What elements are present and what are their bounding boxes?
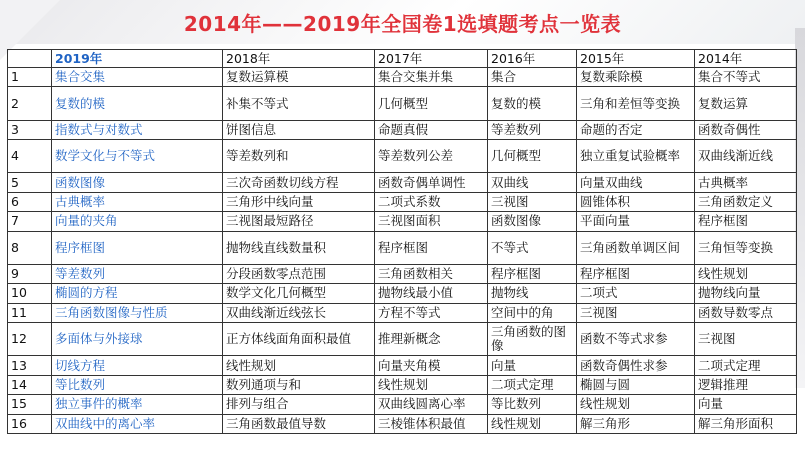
cell-2018: 补集不等式 [223, 87, 375, 120]
cell-index: 6 [8, 192, 52, 211]
table-row [8, 68, 797, 87]
header-cell-2015: 2015年 [577, 50, 695, 68]
cell-2015: 解三角形 [577, 414, 695, 433]
table-row [8, 375, 797, 394]
cell-2018: 数学文化几何概型 [223, 284, 375, 303]
cell-2014: 复数运算 [695, 87, 797, 120]
cell-2016: 不等式 [488, 231, 577, 264]
cell-2015: 椭圆与圆 [577, 375, 695, 394]
cell-2015: 复数乘除模 [577, 68, 695, 87]
table-row [8, 414, 797, 433]
table-row [8, 395, 797, 414]
cell-2016: 抛物线 [488, 284, 577, 303]
cell-2014: 三视图 [695, 323, 797, 356]
cell-2017: 程序框图 [375, 231, 488, 264]
cell-2019: 复数的模 [52, 87, 223, 120]
cell-2018: 饼图信息 [223, 120, 375, 139]
cell-index: 5 [8, 173, 52, 192]
cell-2014: 三角函数定义 [695, 192, 797, 211]
cell-2016: 几何概型 [488, 140, 577, 173]
cell-2019: 独立事件的概率 [52, 395, 223, 414]
cell-2018: 三视图最短路径 [223, 212, 375, 231]
table-row [8, 284, 797, 303]
cell-2018: 三角函数最值导数 [223, 414, 375, 433]
cell-2018: 抛物线直线数量积 [223, 231, 375, 264]
cell-2017: 双曲线圆离心率 [375, 395, 488, 414]
cell-2017: 二项式系数 [375, 192, 488, 211]
cell-index: 16 [8, 414, 52, 433]
table-row [8, 231, 797, 264]
cell-2018: 排列与组合 [223, 395, 375, 414]
table-row [8, 87, 797, 120]
cell-2014: 函数奇偶性 [695, 120, 797, 139]
table-container [7, 49, 796, 434]
cell-2018: 线性规划 [223, 356, 375, 375]
cell-2019: 等差数列 [52, 264, 223, 283]
table-row [8, 303, 797, 322]
cell-2017: 集合交集并集 [375, 68, 488, 87]
cell-2014: 逻辑推理 [695, 375, 797, 394]
cell-2018: 分段函数零点范围 [223, 264, 375, 283]
cell-2015: 二项式 [577, 284, 695, 303]
cell-index: 3 [8, 120, 52, 139]
cell-2018: 双曲线渐近线弦长 [223, 303, 375, 322]
cell-2018: 三角形中线向量 [223, 192, 375, 211]
cell-2017: 等差数列公差 [375, 140, 488, 173]
table-row [8, 173, 797, 192]
cell-2019: 函数图像 [52, 173, 223, 192]
cell-2018: 复数运算模 [223, 68, 375, 87]
cell-2019: 椭圆的方程 [52, 284, 223, 303]
cell-2016: 向量 [488, 356, 577, 375]
cell-2019: 向量的夹角 [52, 212, 223, 231]
cell-2014: 程序框图 [695, 212, 797, 231]
cell-2015: 程序框图 [577, 264, 695, 283]
header-cell-2018: 2018年 [223, 50, 375, 68]
cell-index: 8 [8, 231, 52, 264]
cell-2015: 圆锥体积 [577, 192, 695, 211]
cell-2018: 等差数列和 [223, 140, 375, 173]
cell-2015: 命题的否定 [577, 120, 695, 139]
cell-2015: 函数不等式求参 [577, 323, 695, 356]
cell-2017: 向量夹角模 [375, 356, 488, 375]
table-row [8, 192, 797, 211]
cell-2018: 三次奇函数切线方程 [223, 173, 375, 192]
cell-2014: 双曲线渐近线 [695, 140, 797, 173]
cell-2016: 集合 [488, 68, 577, 87]
cell-index: 1 [8, 68, 52, 87]
cell-2019: 双曲线中的离心率 [52, 414, 223, 433]
cell-2014: 三角恒等变换 [695, 231, 797, 264]
table-row [8, 140, 797, 173]
cell-2014: 集合不等式 [695, 68, 797, 87]
table-row [8, 120, 797, 139]
cell-index: 9 [8, 264, 52, 283]
cell-2014: 线性规划 [695, 264, 797, 283]
cell-2014: 函数导数零点 [695, 303, 797, 322]
header-cell-2019: 2019年 [52, 50, 223, 68]
cell-2015: 三角函数单调区间 [577, 231, 695, 264]
cell-2018: 正方体线面角面积最值 [223, 323, 375, 356]
cell-2019: 切线方程 [52, 356, 223, 375]
cell-2016: 线性规划 [488, 414, 577, 433]
cell-2017: 抛物线最小值 [375, 284, 488, 303]
cell-2015: 独立重复试验概率 [577, 140, 695, 173]
cell-2019: 古典概率 [52, 192, 223, 211]
cell-2019: 集合交集 [52, 68, 223, 87]
cell-2016: 程序框图 [488, 264, 577, 283]
cell-2017: 几何概型 [375, 87, 488, 120]
cell-2015: 线性规划 [577, 395, 695, 414]
cell-2014: 古典概率 [695, 173, 797, 192]
table-row [8, 264, 797, 283]
cell-2016: 三视图 [488, 192, 577, 211]
cell-2019: 三角函数图像与性质 [52, 303, 223, 322]
cell-2015: 三视图 [577, 303, 695, 322]
cell-2016: 复数的模 [488, 87, 577, 120]
cell-index: 7 [8, 212, 52, 231]
cell-2015: 三角和差恒等变换 [577, 87, 695, 120]
cell-index: 13 [8, 356, 52, 375]
cell-index: 4 [8, 140, 52, 173]
cell-2019: 多面体与外接球 [52, 323, 223, 356]
cell-2017: 函数奇偶单调性 [375, 173, 488, 192]
cell-2017: 推理新概念 [375, 323, 488, 356]
cell-2016: 双曲线 [488, 173, 577, 192]
header-cell-2014: 2014年 [695, 50, 797, 68]
cell-2019: 程序框图 [52, 231, 223, 264]
cell-index: 2 [8, 87, 52, 120]
cell-index: 15 [8, 395, 52, 414]
cell-2015: 函数奇偶性求参 [577, 356, 695, 375]
cell-2016: 二项式定理 [488, 375, 577, 394]
cell-2015: 向量双曲线 [577, 173, 695, 192]
table-header-row [8, 50, 797, 68]
cell-2016: 函数图像 [488, 212, 577, 231]
cell-2018: 数列通项与和 [223, 375, 375, 394]
cell-index: 14 [8, 375, 52, 394]
cell-2016: 三角函数的图像 [488, 323, 577, 356]
exam-topics-table [7, 49, 797, 434]
cell-2017: 线性规划 [375, 375, 488, 394]
cell-2019: 等比数列 [52, 375, 223, 394]
header-cell-2017: 2017年 [375, 50, 488, 68]
cell-2014: 解三角形面积 [695, 414, 797, 433]
cell-2014: 二项式定理 [695, 356, 797, 375]
cell-2016: 等比数列 [488, 395, 577, 414]
cell-2014: 抛物线向量 [695, 284, 797, 303]
page-title: 2014年——2019年全国卷1选填题考点一览表 [183, 12, 622, 36]
cell-2017: 方程不等式 [375, 303, 488, 322]
table-row [8, 323, 797, 356]
header-cell-2016: 2016年 [488, 50, 577, 68]
cell-2017: 三视图面积 [375, 212, 488, 231]
cell-index: 10 [8, 284, 52, 303]
cell-2016: 等差数列 [488, 120, 577, 139]
cell-2019: 数学文化与不等式 [52, 140, 223, 173]
cell-2014: 向量 [695, 395, 797, 414]
header-cell-index [8, 50, 52, 68]
cell-2017: 三角函数相关 [375, 264, 488, 283]
table-row [8, 212, 797, 231]
cell-index: 12 [8, 323, 52, 356]
cell-2016: 空间中的角 [488, 303, 577, 322]
cell-2017: 三棱锥体积最值 [375, 414, 488, 433]
cell-2015: 平面向量 [577, 212, 695, 231]
cell-2019: 指数式与对数式 [52, 120, 223, 139]
table-body [8, 68, 797, 434]
table-row [8, 356, 797, 375]
cell-index: 11 [8, 303, 52, 322]
cell-2017: 命题真假 [375, 120, 488, 139]
